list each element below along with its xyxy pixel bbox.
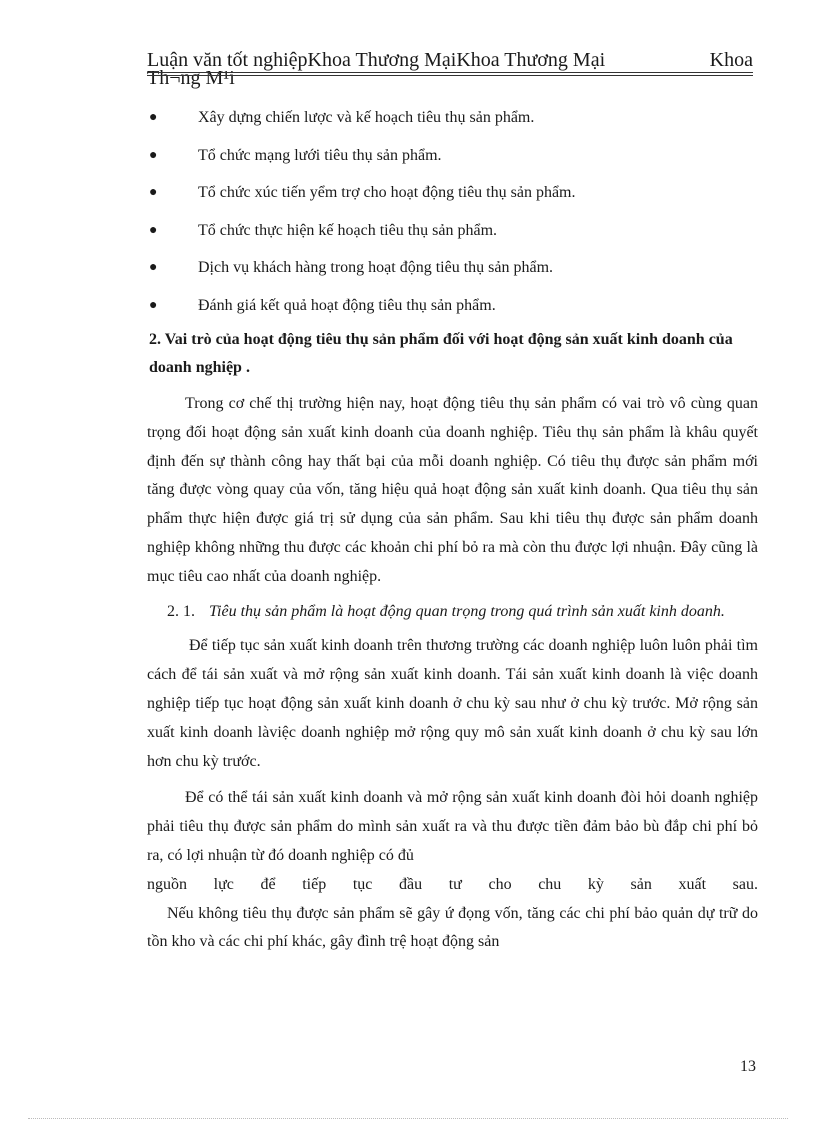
- header-rule-top: [147, 72, 753, 73]
- bullet-icon: ●: [149, 110, 158, 125]
- page-number: 13: [740, 1058, 756, 1075]
- paragraph-consumption-a: Để có thể tái sản xuất kinh doanh và mở rộng sản xuất kinh doanh đòi hỏi doanh nghiệp phải tiêu thụ được sản phẩm do mình sản xuất ra và thu được tiền đảm bảo bù đắp chi phí bỏ ra, có lợi nhuận từ đó doanh nghiệp có đủ: [147, 789, 758, 864]
- bullet-icon: ●: [149, 222, 158, 238]
- footer-divider: [28, 1118, 788, 1119]
- paragraph-consumption: [147, 784, 758, 957]
- subsection-heading: [147, 598, 758, 627]
- bullet-icon: ●: [149, 260, 158, 275]
- header-rule-bottom: [147, 75, 753, 76]
- page-body: [147, 104, 758, 957]
- header-subtitle: Th¬ng M¹i: [147, 67, 235, 89]
- list-item: ● Tổ chức mạng lưới tiêu thụ sản phẩm.: [147, 142, 758, 180]
- section-heading: 2. Vai trò của hoạt động tiêu thụ sản phẩm đối với hoạt động sản xuất kinh doanh của doanh nghiệp .: [149, 331, 733, 376]
- bullet-icon: ●: [149, 185, 158, 200]
- paragraph-consumption-c: Nếu không tiêu thụ được sản phẩm sẽ gây ứ đọng vốn, tăng các chi phí bảo quản dự trữ do tồn kho và các chi phí khác, gây đình trệ hoạt động sản: [147, 904, 758, 951]
- subsection-number: 2. 1.: [167, 602, 195, 620]
- task-list: [147, 104, 758, 329]
- list-item: ● Tổ chức thực hiện kế hoạch tiêu thụ sản phẩm.: [147, 217, 758, 255]
- list-item: ● Tổ chức xúc tiến yểm trợ cho hoạt động tiêu thụ sản phẩm.: [147, 179, 758, 217]
- list-item: ● Đánh giá kết quả hoạt động tiêu thụ sản phẩm.: [147, 292, 758, 330]
- paragraph-role: Trong cơ chế thị trường hiện nay, hoạt động tiêu thụ sản phẩm có vai trò vô cùng quan trọng đối hoạt động sản xuất kinh doanh của doanh nghiệp. Tiêu thụ sản phẩm là khâu quyết định đến sự thành công hay thất bại của mỗi doanh nghiệp. Có tiêu thụ được sản phẩm mới tăng được vòng quay của vốn, tăng hiệu quả hoạt động sản xuất kinh doanh. Qua tiêu thụ sản phẩm thực hiện được giá trị sử dụng của sản phẩm. Sau khi tiêu thụ được sản phẩm doanh nghiệp không những thu được các khoản chi phí bỏ ra mà còn thu được lợi nhuận. Đây cũng là mục tiêu cao nhất của doanh nghiệp.: [147, 395, 758, 585]
- subsection-title: Tiêu thụ sản phẩm là hoạt động quan trọng trong quá trình sản xuất kinh doanh.: [209, 602, 725, 620]
- list-item: ● Xây dựng chiến lược và kế hoạch tiêu thụ sản phẩm.: [147, 104, 758, 142]
- bullet-icon: ●: [149, 297, 158, 313]
- list-item: ● Dịch vụ khách hàng trong hoạt động tiêu thụ sản phẩm.: [147, 254, 758, 292]
- bullet-icon: ●: [149, 147, 158, 163]
- paragraph-consumption-b: nguồn lực để tiếp tục đầu tư cho chu kỳ sản xuất sau.: [147, 875, 758, 893]
- paragraph-reproduction: Để tiếp tục sản xuất kinh doanh trên thương trường các doanh nghiệp luôn luôn phải tìm cách để tái sản xuất và mở rộng sản xuất kinh doanh. Tái sản xuất kinh doanh là việc doanh nghiệp tiếp tục hoạt động sản xuất kinh doanh ở chu kỳ sau như ở chu kỳ trước. Mở rộng sản xuất kinh doanh làviệc doanh nghiệp mở rộng quy mô sản xuất kinh doanh ở chu kỳ sau lớn hơn chu kỳ trước.: [147, 637, 758, 770]
- running-header: [147, 49, 753, 89]
- header-khoa: Khoa: [709, 49, 753, 71]
- header-title: Luận văn tốt nghiệpKhoa Thương MạiKhoa Thương Mại: [147, 49, 606, 71]
